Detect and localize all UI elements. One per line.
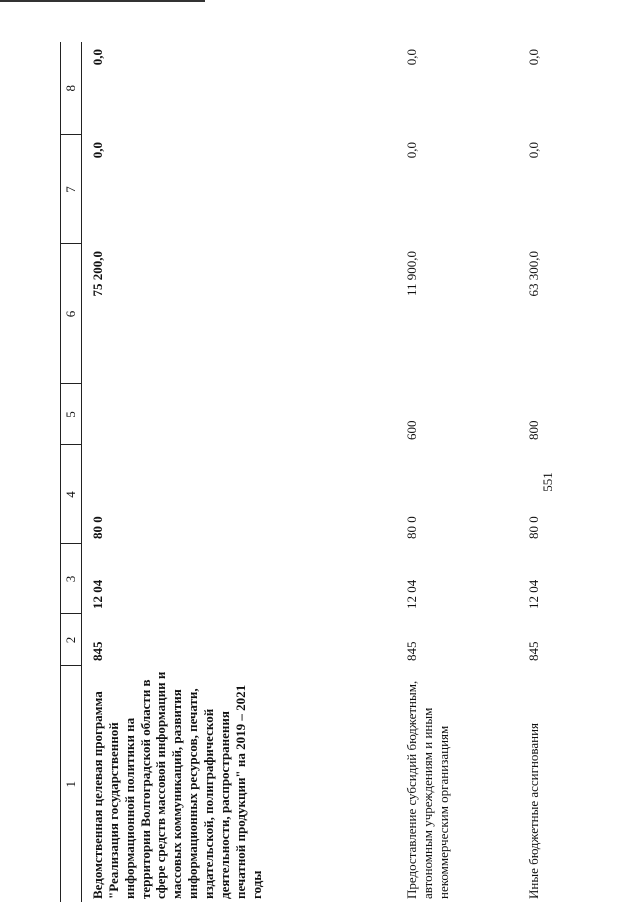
header-col-2: 2 <box>61 614 82 666</box>
cell-col-3: 12 04 <box>90 579 105 609</box>
header-col-7: 7 <box>61 135 82 244</box>
page-number: 551 <box>540 472 555 492</box>
cell-col-3: 12 04 <box>526 579 541 609</box>
cell-col-6: 63 300,0 <box>526 251 541 297</box>
rotated-sheet <box>60 42 580 902</box>
cell-col-2: 845 <box>90 641 105 661</box>
cell-col-7: 0,0 <box>526 142 541 159</box>
cell-col-5: 800 <box>526 420 541 440</box>
header-col-8: 8 <box>61 42 82 135</box>
row-subsidies-name: Предоставление субсидий бюджетным, автономным учреждениям и иным некоммерческим организациям <box>404 680 451 899</box>
header-col-5: 5 <box>61 384 82 445</box>
budget-table <box>60 42 582 902</box>
cell-col-6: 75 200,0 <box>90 251 105 297</box>
header-col-4: 4 <box>61 445 82 544</box>
cell-col-4: 80 0 <box>526 516 541 539</box>
row-other-allocations-name: Иные бюджетные ассигнования <box>526 722 541 899</box>
header-col-1: 1 <box>61 666 82 902</box>
cell-col-7: 0,0 <box>90 142 105 159</box>
scan-edge-rule <box>0 0 205 2</box>
cell-col-2: 845 <box>404 641 419 661</box>
column-number-row <box>61 42 82 902</box>
header-col-3: 3 <box>61 544 82 614</box>
cell-col-4: 80 0 <box>90 516 105 539</box>
cell-col-6: 11 900,0 <box>404 251 419 297</box>
cell-col-7: 0,0 <box>404 142 419 159</box>
header-col-6: 6 <box>61 244 82 384</box>
cell-col-5: 600 <box>404 420 419 440</box>
cell-col-4: 80 0 <box>404 516 419 539</box>
cell-col-3: 12 04 <box>404 579 419 609</box>
cell-col-5 <box>82 384 397 445</box>
cell-col-2: 845 <box>526 641 541 661</box>
row-program-name: Ведомственная целевая программа "Реализация государственной информационной политики на территории Волгоградской области в сфере средств массовой информации и массовых коммуникаций, развития информационных ресурсов, печати, издательской, полиграфической деятельности, распространения печатной продукции" на 2019 – 2021 годы <box>90 671 264 899</box>
cell-col-8: 0,0 <box>404 49 419 66</box>
table-row <box>396 42 518 902</box>
cell-col-8: 0,0 <box>90 49 105 66</box>
table-row <box>82 42 397 902</box>
table-row <box>518 42 582 902</box>
cell-col-8: 0,0 <box>526 49 541 66</box>
rotated-table-frame <box>60 42 580 902</box>
